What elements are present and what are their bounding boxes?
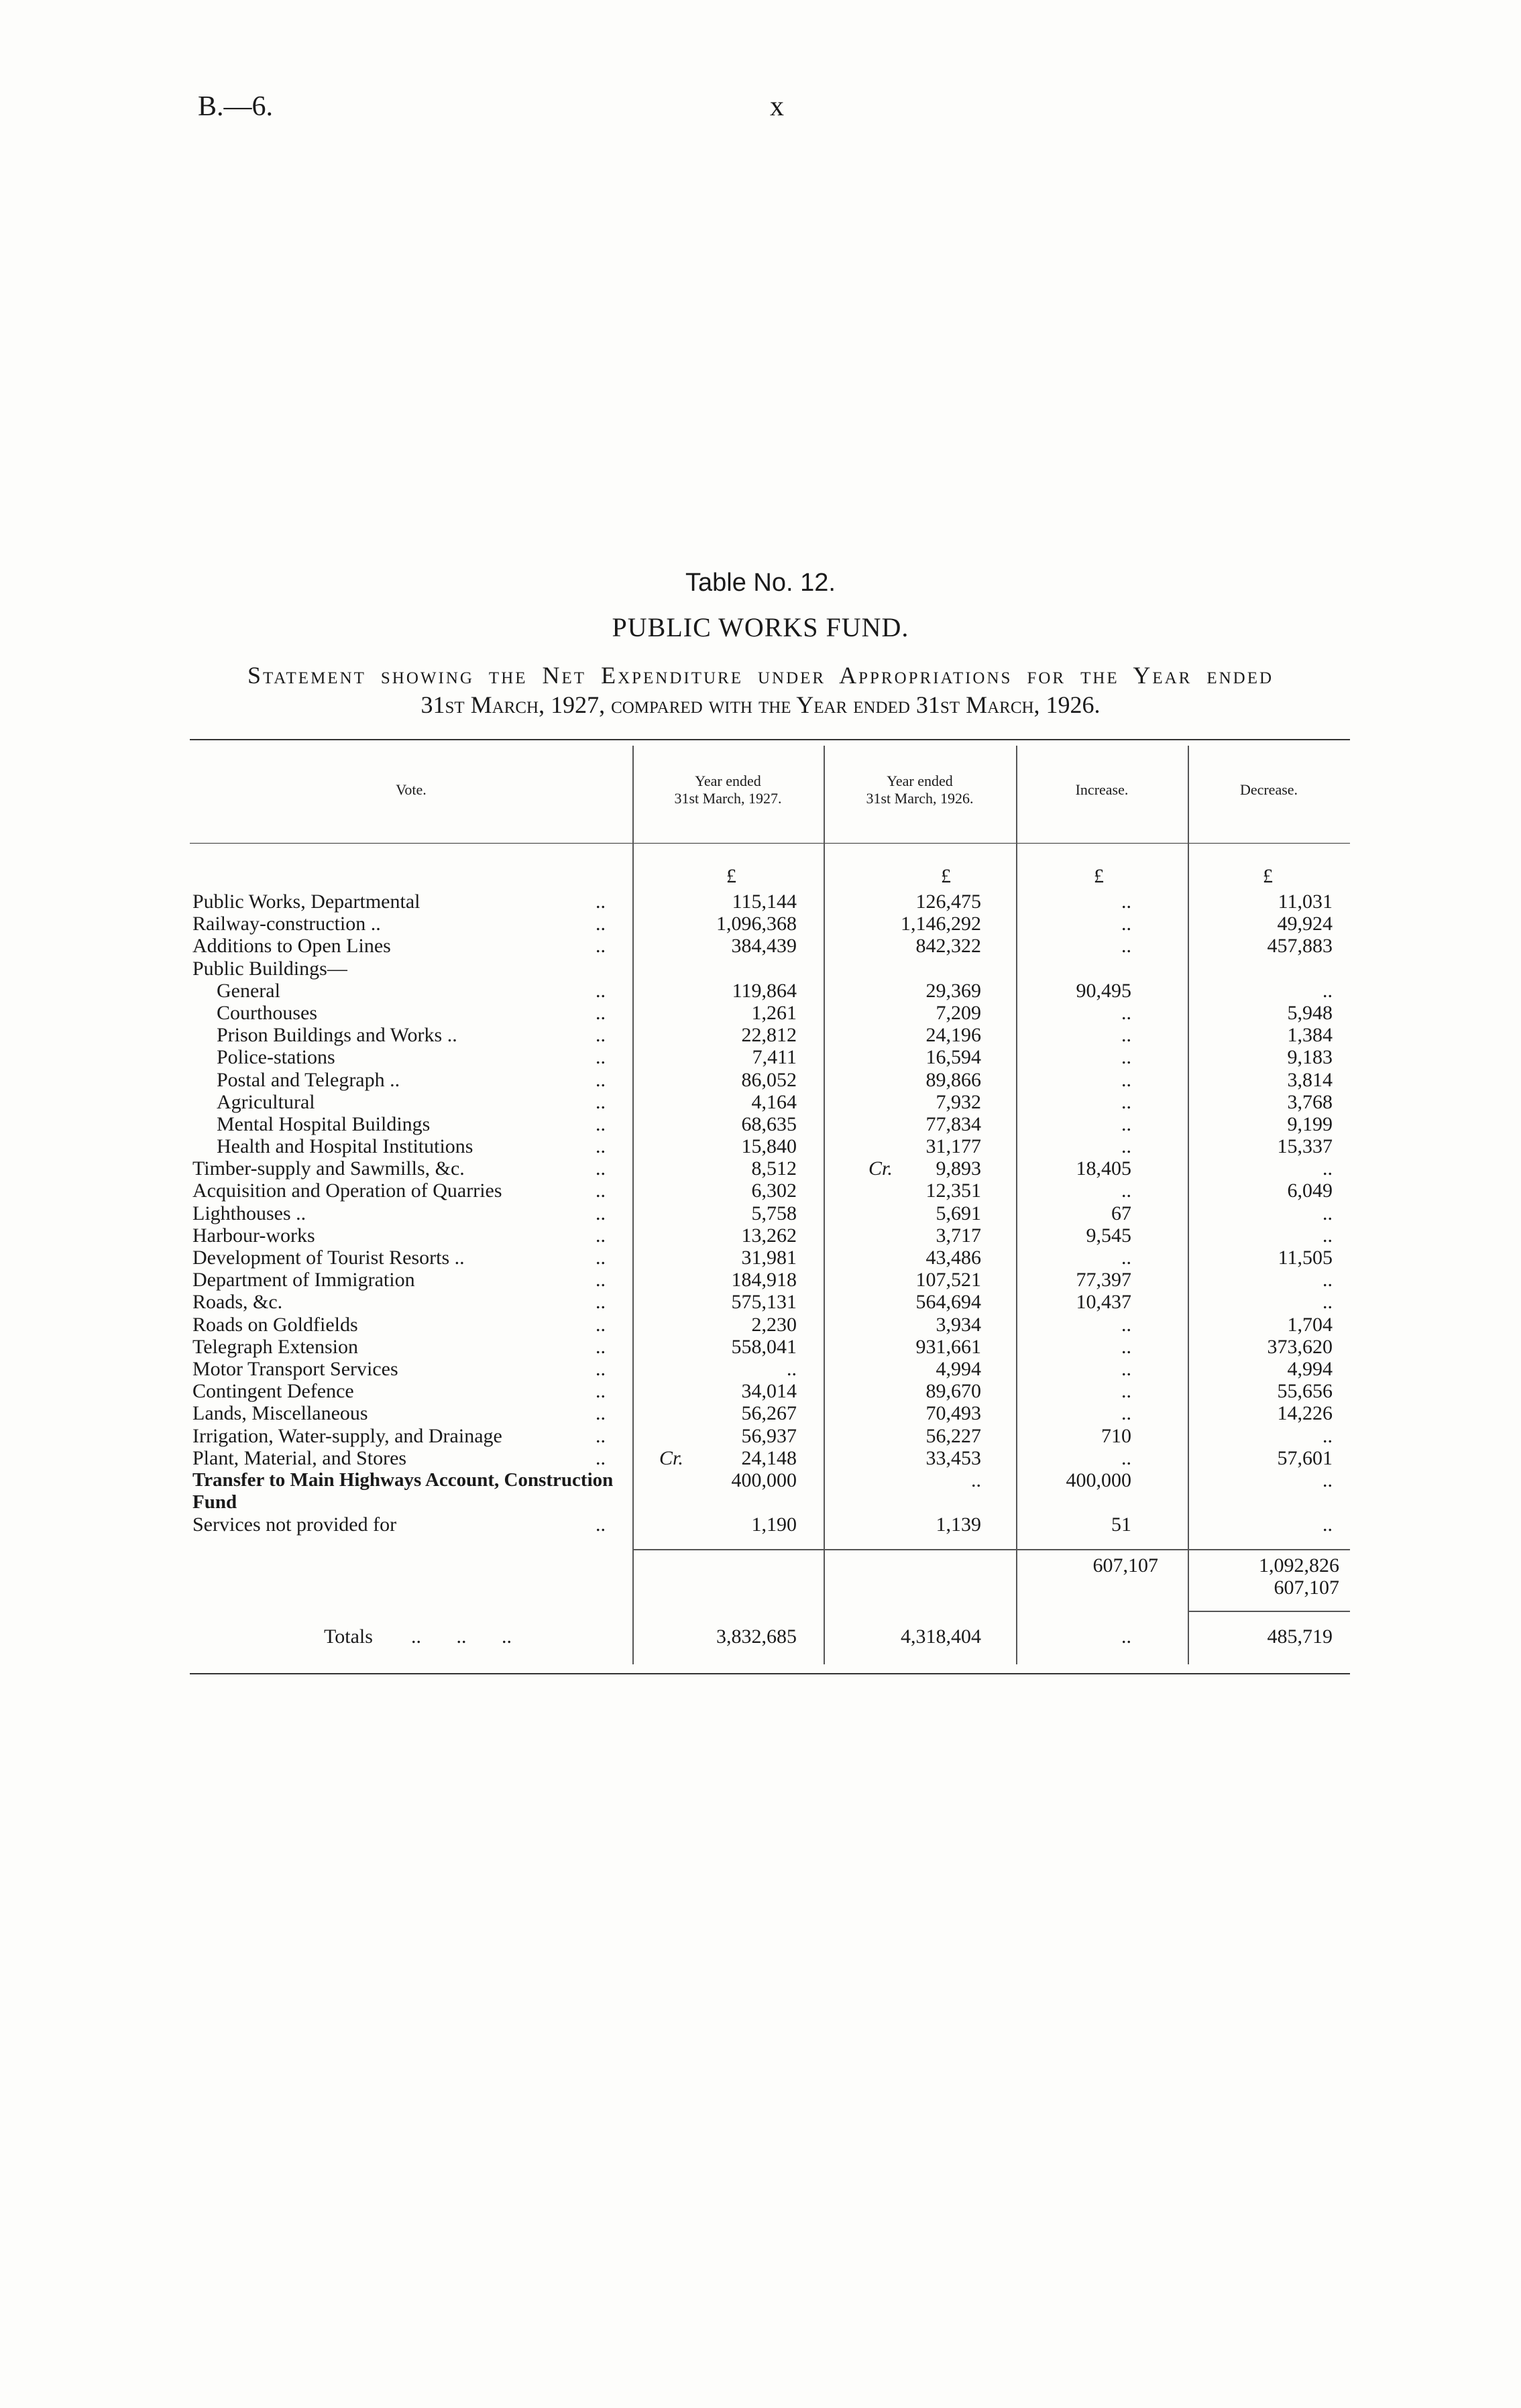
vote-label: Additions to Open Lines — [192, 935, 391, 958]
value-decrease: .. — [1322, 1269, 1333, 1292]
leader-dots: .. — [596, 1224, 606, 1247]
value-1927: 558,041 — [731, 1335, 797, 1358]
table-title: PUBLIC WORKS FUND. — [612, 612, 909, 642]
table-row — [190, 1358, 1350, 1380]
value-increase: .. — [1121, 1112, 1131, 1135]
value-1927: 384,439 — [731, 935, 797, 958]
table-row — [190, 1202, 1350, 1224]
value-1926: 9,893 — [936, 1157, 981, 1180]
header-year-1927: Year ended 31st March, 1927. — [674, 772, 782, 807]
value-1926: 4,994 — [936, 1357, 981, 1380]
value-1927: 56,937 — [741, 1424, 797, 1447]
value-increase: .. — [1121, 1247, 1131, 1269]
leader-dots: .. — [596, 1046, 606, 1069]
increase-subtotal: 607,107 — [1092, 1554, 1158, 1576]
table-row — [190, 1291, 1350, 1313]
value-decrease: 11,031 — [1278, 891, 1333, 913]
value-1926: 126,475 — [915, 891, 981, 913]
leader-dots: .. — [596, 1513, 606, 1536]
vote-label: General — [217, 979, 280, 1002]
value-increase: 51 — [1111, 1513, 1131, 1536]
value-1927: 7,411 — [752, 1046, 797, 1069]
vote-label: Harbour-works — [192, 1224, 315, 1247]
value-1927: 1,096,368 — [716, 913, 797, 935]
table-row — [190, 1180, 1350, 1202]
header-increase: Increase. — [1075, 781, 1129, 798]
credit-prefix: Cr. — [868, 1157, 893, 1180]
leader-dots: .. — [596, 1402, 606, 1425]
value-1927: 115,144 — [732, 891, 797, 913]
value-decrease: 49,924 — [1277, 913, 1333, 935]
vote-label: Postal and Telegraph .. — [217, 1068, 400, 1091]
value-decrease: .. — [1322, 1424, 1333, 1447]
value-1926: 56,227 — [925, 1424, 981, 1447]
value-1927: 31,981 — [741, 1247, 797, 1269]
currency-increase: £ — [1094, 865, 1104, 887]
leader-dots: .. — [596, 891, 606, 913]
vote-label: Lands, Miscellaneous — [192, 1402, 368, 1425]
value-decrease: 14,226 — [1277, 1402, 1333, 1425]
value-1926: 1,146,292 — [901, 913, 981, 935]
value-increase: .. — [1121, 1180, 1131, 1202]
vote-label: Services not provided for — [192, 1513, 397, 1536]
value-decrease: 57,601 — [1277, 1446, 1333, 1469]
leader-dots: .. — [596, 1291, 606, 1314]
table-body — [190, 891, 1350, 1536]
vote-label: Transfer to Main Highways Account, Construction Fund — [192, 1469, 614, 1513]
value-decrease: .. — [1322, 1513, 1333, 1536]
value-decrease: 55,656 — [1277, 1380, 1333, 1403]
vote-label: Mental Hospital Buildings — [217, 1112, 431, 1135]
value-1926: 107,521 — [915, 1269, 981, 1292]
vote-label: Roads, &c. — [192, 1291, 283, 1314]
header-year-1926: Year ended 31st March, 1926. — [866, 772, 974, 807]
table-row — [190, 1269, 1350, 1291]
top-rule — [190, 739, 1350, 740]
leader-dots: .. — [596, 1247, 606, 1269]
value-1927: 575,131 — [731, 1291, 797, 1314]
leader-dots: .. — [596, 1446, 606, 1469]
table-row — [190, 1469, 1350, 1513]
table-row — [190, 1069, 1350, 1091]
value-1927: 6,302 — [751, 1180, 797, 1202]
value-decrease: 373,620 — [1267, 1335, 1333, 1358]
value-increase: .. — [1121, 1357, 1131, 1380]
leader-dots: .. — [596, 1068, 606, 1091]
value-1927: 184,918 — [731, 1269, 797, 1292]
table-row — [190, 1135, 1350, 1157]
leader-dots: .. — [596, 1090, 606, 1113]
value-1926: 24,196 — [925, 1024, 981, 1047]
value-1927: 119,864 — [732, 979, 797, 1002]
total-1926: 4,318,404 — [901, 1625, 981, 1648]
header-decrease: Decrease. — [1239, 781, 1298, 798]
value-1926: .. — [971, 1469, 981, 1491]
vote-label: Timber-supply and Sawmills, &c. — [192, 1157, 465, 1180]
leader-dots: .. — [596, 935, 606, 958]
total-decrease: 485,719 — [1267, 1625, 1333, 1648]
table-row — [190, 935, 1350, 957]
leader-dots: .. — [596, 979, 606, 1002]
value-1926: 564,694 — [915, 1291, 981, 1314]
vote-label: Contingent Defence — [192, 1380, 354, 1403]
vote-label: Development of Tourist Resorts .. — [192, 1247, 465, 1269]
value-increase: .. — [1121, 913, 1131, 935]
value-1926: 89,866 — [925, 1068, 981, 1091]
value-1927: 56,267 — [741, 1402, 797, 1425]
vote-label: Plant, Material, and Stores — [192, 1446, 407, 1469]
leader-dots: .. — [596, 1112, 606, 1135]
currency-1926: £ — [941, 865, 951, 887]
leader-dots: .. — [596, 1024, 606, 1047]
vote-label: Roads on Goldfields — [192, 1313, 358, 1336]
leader-dots: .. — [596, 1202, 606, 1224]
statement-line-1: Statement showing the Net Expenditure under Appropriations for the Year ended — [247, 662, 1274, 689]
totals-dots: .. .. .. — [411, 1625, 512, 1648]
table-row — [190, 891, 1350, 913]
table-row — [190, 1046, 1350, 1068]
value-decrease: 9,183 — [1287, 1046, 1333, 1069]
leader-dots: .. — [596, 1380, 606, 1403]
decrease-total-rule — [1189, 1611, 1350, 1612]
value-decrease: 15,337 — [1277, 1135, 1333, 1158]
vote-label: Railway-construction .. — [192, 913, 381, 935]
value-increase: .. — [1121, 1090, 1131, 1113]
table-statement — [0, 661, 1521, 720]
vote-label: Courthouses — [217, 1001, 317, 1024]
bottom-rule — [190, 1673, 1350, 1674]
value-1926: 7,209 — [936, 1001, 981, 1024]
value-increase: .. — [1121, 1380, 1131, 1403]
value-decrease: 5,948 — [1287, 1001, 1333, 1024]
value-decrease: .. — [1322, 979, 1333, 1002]
value-increase: 9,545 — [1086, 1224, 1131, 1247]
value-increase: .. — [1121, 1068, 1131, 1091]
leader-dots: .. — [596, 1001, 606, 1024]
value-1927: 15,840 — [741, 1135, 797, 1158]
value-increase: 67 — [1111, 1202, 1131, 1224]
page-reference: B.—6. — [198, 91, 274, 122]
value-decrease: .. — [1322, 1469, 1333, 1491]
vote-label: Public Works, Departmental — [192, 891, 420, 913]
value-1926: 12,351 — [925, 1180, 981, 1202]
value-1927: 400,000 — [731, 1469, 797, 1491]
vote-label: Agricultural — [217, 1090, 315, 1113]
value-1927: 2,230 — [751, 1313, 797, 1336]
value-increase: 710 — [1101, 1424, 1131, 1447]
table-row — [190, 1402, 1350, 1424]
value-increase: .. — [1121, 891, 1131, 913]
value-increase: .. — [1121, 1001, 1131, 1024]
leader-dots: .. — [596, 1313, 606, 1336]
value-decrease: 3,768 — [1287, 1090, 1333, 1113]
vote-label: Prison Buildings and Works .. — [217, 1024, 457, 1047]
total-1927: 3,832,685 — [716, 1625, 797, 1648]
decrease-subtotal: 1,092,826 — [1259, 1554, 1339, 1576]
table-row — [190, 980, 1350, 1002]
vote-label: Motor Transport Services — [192, 1357, 398, 1380]
header-rule — [190, 843, 1350, 844]
value-1927: 5,758 — [751, 1202, 797, 1224]
page-number: x — [770, 91, 784, 122]
value-1926: 31,177 — [925, 1135, 981, 1158]
value-decrease: 9,199 — [1287, 1112, 1333, 1135]
vote-label: Police-stations — [217, 1046, 335, 1069]
value-1926: 3,717 — [936, 1224, 981, 1247]
value-decrease: 6,049 — [1287, 1180, 1333, 1202]
value-increase: .. — [1121, 1024, 1131, 1047]
vote-label: Acquisition and Operation of Quarries — [192, 1180, 502, 1202]
value-1926: 29,369 — [925, 979, 981, 1002]
value-1927: 24,148 — [741, 1446, 797, 1469]
value-decrease: .. — [1322, 1157, 1333, 1180]
value-1927: 1,261 — [751, 1001, 797, 1024]
value-decrease: 4,994 — [1287, 1357, 1333, 1380]
table-row — [190, 1314, 1350, 1336]
value-1927: 86,052 — [741, 1068, 797, 1091]
value-1927: 4,164 — [751, 1090, 797, 1113]
table-row — [190, 913, 1350, 935]
value-decrease: 11,505 — [1278, 1247, 1333, 1269]
value-1926: 842,322 — [915, 935, 981, 958]
table-row — [190, 1113, 1350, 1135]
value-1926: 33,453 — [925, 1446, 981, 1469]
vote-label: Health and Hospital Institutions — [217, 1135, 473, 1158]
value-increase: 90,495 — [1076, 979, 1131, 1002]
leader-dots: .. — [596, 1135, 606, 1158]
currency-1927: £ — [726, 865, 736, 887]
subtotal-rule — [634, 1549, 1350, 1550]
value-increase: .. — [1121, 1046, 1131, 1069]
vote-label: Public Buildings— — [192, 957, 347, 980]
value-decrease: .. — [1322, 1202, 1333, 1224]
table-row — [190, 1247, 1350, 1269]
leader-dots: .. — [596, 1180, 606, 1202]
value-increase: .. — [1121, 935, 1131, 958]
totals-label: Totals — [324, 1625, 373, 1648]
value-1927: .. — [787, 1357, 797, 1380]
value-decrease: 1,384 — [1287, 1024, 1333, 1047]
table-row — [190, 1513, 1350, 1536]
credit-prefix: Cr. — [659, 1446, 683, 1469]
value-1926: 77,834 — [925, 1112, 981, 1135]
value-increase: .. — [1121, 1313, 1131, 1336]
leader-dots: .. — [596, 1424, 606, 1447]
value-1927: 22,812 — [741, 1024, 797, 1047]
decrease-offset: 607,107 — [1274, 1576, 1339, 1599]
value-1926: 3,934 — [936, 1313, 981, 1336]
header-vote: Vote. — [396, 781, 427, 798]
value-1926: 7,932 — [936, 1090, 981, 1113]
value-1926: 16,594 — [925, 1046, 981, 1069]
value-decrease: 1,704 — [1287, 1313, 1333, 1336]
table-row — [190, 1224, 1350, 1247]
leader-dots: .. — [596, 913, 606, 935]
table-row — [190, 958, 1350, 980]
value-decrease: .. — [1322, 1291, 1333, 1314]
value-1927: 1,190 — [751, 1513, 797, 1536]
leader-dots: .. — [596, 1269, 606, 1292]
value-1926: 70,493 — [925, 1402, 981, 1425]
value-1927: 34,014 — [741, 1380, 797, 1403]
value-decrease: .. — [1322, 1224, 1333, 1247]
value-1927: 68,635 — [741, 1112, 797, 1135]
value-1927: 13,262 — [741, 1224, 797, 1247]
vote-label: Telegraph Extension — [192, 1335, 358, 1358]
leader-dots: .. — [596, 1335, 606, 1358]
value-increase: 10,437 — [1076, 1291, 1131, 1314]
currency-decrease: £ — [1263, 865, 1273, 887]
value-increase: 77,397 — [1076, 1269, 1131, 1292]
value-increase: .. — [1121, 1335, 1131, 1358]
value-decrease: 457,883 — [1267, 935, 1333, 958]
table-row — [190, 1157, 1350, 1180]
value-1927: 8,512 — [751, 1157, 797, 1180]
table-row — [190, 1002, 1350, 1024]
leader-dots: .. — [596, 1157, 606, 1180]
value-increase: .. — [1121, 1135, 1131, 1158]
value-1926: 89,670 — [925, 1380, 981, 1403]
value-decrease: 3,814 — [1287, 1068, 1333, 1091]
value-1926: 5,691 — [936, 1202, 981, 1224]
table-row — [190, 1447, 1350, 1469]
leader-dots: .. — [596, 1357, 606, 1380]
value-1926: 931,661 — [915, 1335, 981, 1358]
value-increase: 400,000 — [1066, 1469, 1131, 1491]
value-1926: 43,486 — [925, 1247, 981, 1269]
value-increase: 18,405 — [1076, 1157, 1131, 1180]
vote-label: Lighthouses .. — [192, 1202, 306, 1224]
table-number: Table No. 12. — [685, 569, 836, 597]
value-1926: 1,139 — [936, 1513, 981, 1536]
table-row — [190, 1425, 1350, 1447]
value-increase: .. — [1121, 1402, 1131, 1425]
statement-line-2: 31st March, 1927, compared with the Year ended 31st March, 1926. — [420, 691, 1101, 718]
table-row — [190, 1380, 1350, 1402]
table-row — [190, 1336, 1350, 1358]
total-increase: .. — [1121, 1625, 1131, 1648]
table-row — [190, 1091, 1350, 1113]
vote-label: Irrigation, Water-supply, and Drainage — [192, 1424, 502, 1447]
vote-label: Department of Immigration — [192, 1269, 415, 1292]
value-increase: .. — [1121, 1446, 1131, 1469]
table-row — [190, 1024, 1350, 1046]
